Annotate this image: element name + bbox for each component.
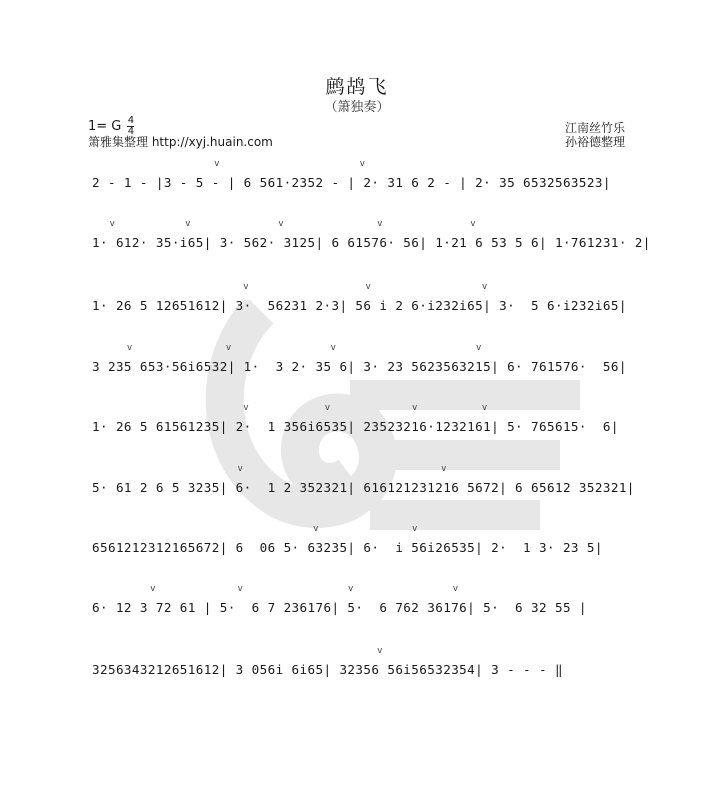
breath-marks: v v v v [92, 584, 477, 594]
breath-marks: v v v [92, 282, 511, 292]
score-line [92, 464, 644, 510]
arranger-credit: 孙裕德整理 [565, 135, 626, 149]
breath-marks: v v v v v [92, 219, 488, 229]
notation-text: 1· 612· 35·i65| 3· 562· 3125| 6 61576· 56| 1·21 6 53 5 6| 1·761231· 2| [92, 235, 651, 250]
notation-text: 3 235 653·56i6532| 1· 3 2· 35 6| 3· 23 5623563215| 6· 761576· 56| [92, 359, 627, 374]
score-line [92, 524, 644, 570]
notation-text: 6561212312165672| 6 06 5· 63235| 6· i 56i26535| 2· 1 3· 23 5| [92, 540, 603, 555]
breath-marks: v v [92, 524, 477, 534]
breath-marks: v v [92, 159, 517, 169]
score-line [92, 159, 644, 205]
breath-marks: v v v v [92, 343, 500, 353]
score-line [92, 282, 644, 328]
key-label: 1= G [88, 119, 122, 134]
piece-subtitle: （箫独奏） [324, 100, 390, 115]
source-credit: 箫雅集整理 http://xyj.huain.com [88, 135, 273, 149]
score-line [92, 646, 644, 692]
notation-text: 6· 12 3 72 61 | 5· 6 7 236176| 5· 6 762 36176| 5· 6 32 55 | [92, 600, 587, 615]
score-line [92, 584, 644, 630]
piece-title: 鹧鸪飞 [325, 76, 389, 98]
breath-marks: v v [92, 464, 506, 474]
style-label: 江南丝竹乐 [565, 121, 626, 135]
notation-text: 5· 61 2 6 5 3235| 6· 1 2 352321| 616121231216 5672| 6 65612 352321| [92, 480, 635, 495]
notation-text: 3256343212651612| 3 056i 6i65| 32356 56i56532354| 3 - - - ‖ [92, 662, 563, 677]
notation-text: 1· 26 5 61561235| 2· 1 356i6535| 23523216·1232161| 5· 765615· 6| [92, 419, 619, 434]
breath-marks: v [92, 646, 453, 656]
time-signature: 4 4 [127, 115, 135, 137]
score-line [92, 219, 651, 265]
score-line [92, 343, 644, 389]
notation-text: 1· 26 5 12651612| 3· 56231 2·3| 56 i 2 6·i232i65| 3· 5 6·i232i65| [92, 298, 627, 313]
score-line [92, 403, 644, 449]
breath-marks: v v v v [92, 403, 494, 413]
notation-text: 2 - 1 - |3 - 5 - | 6 561·2352 - | 2· 31 6 2 - | 2· 35 6532563523| [92, 175, 611, 190]
